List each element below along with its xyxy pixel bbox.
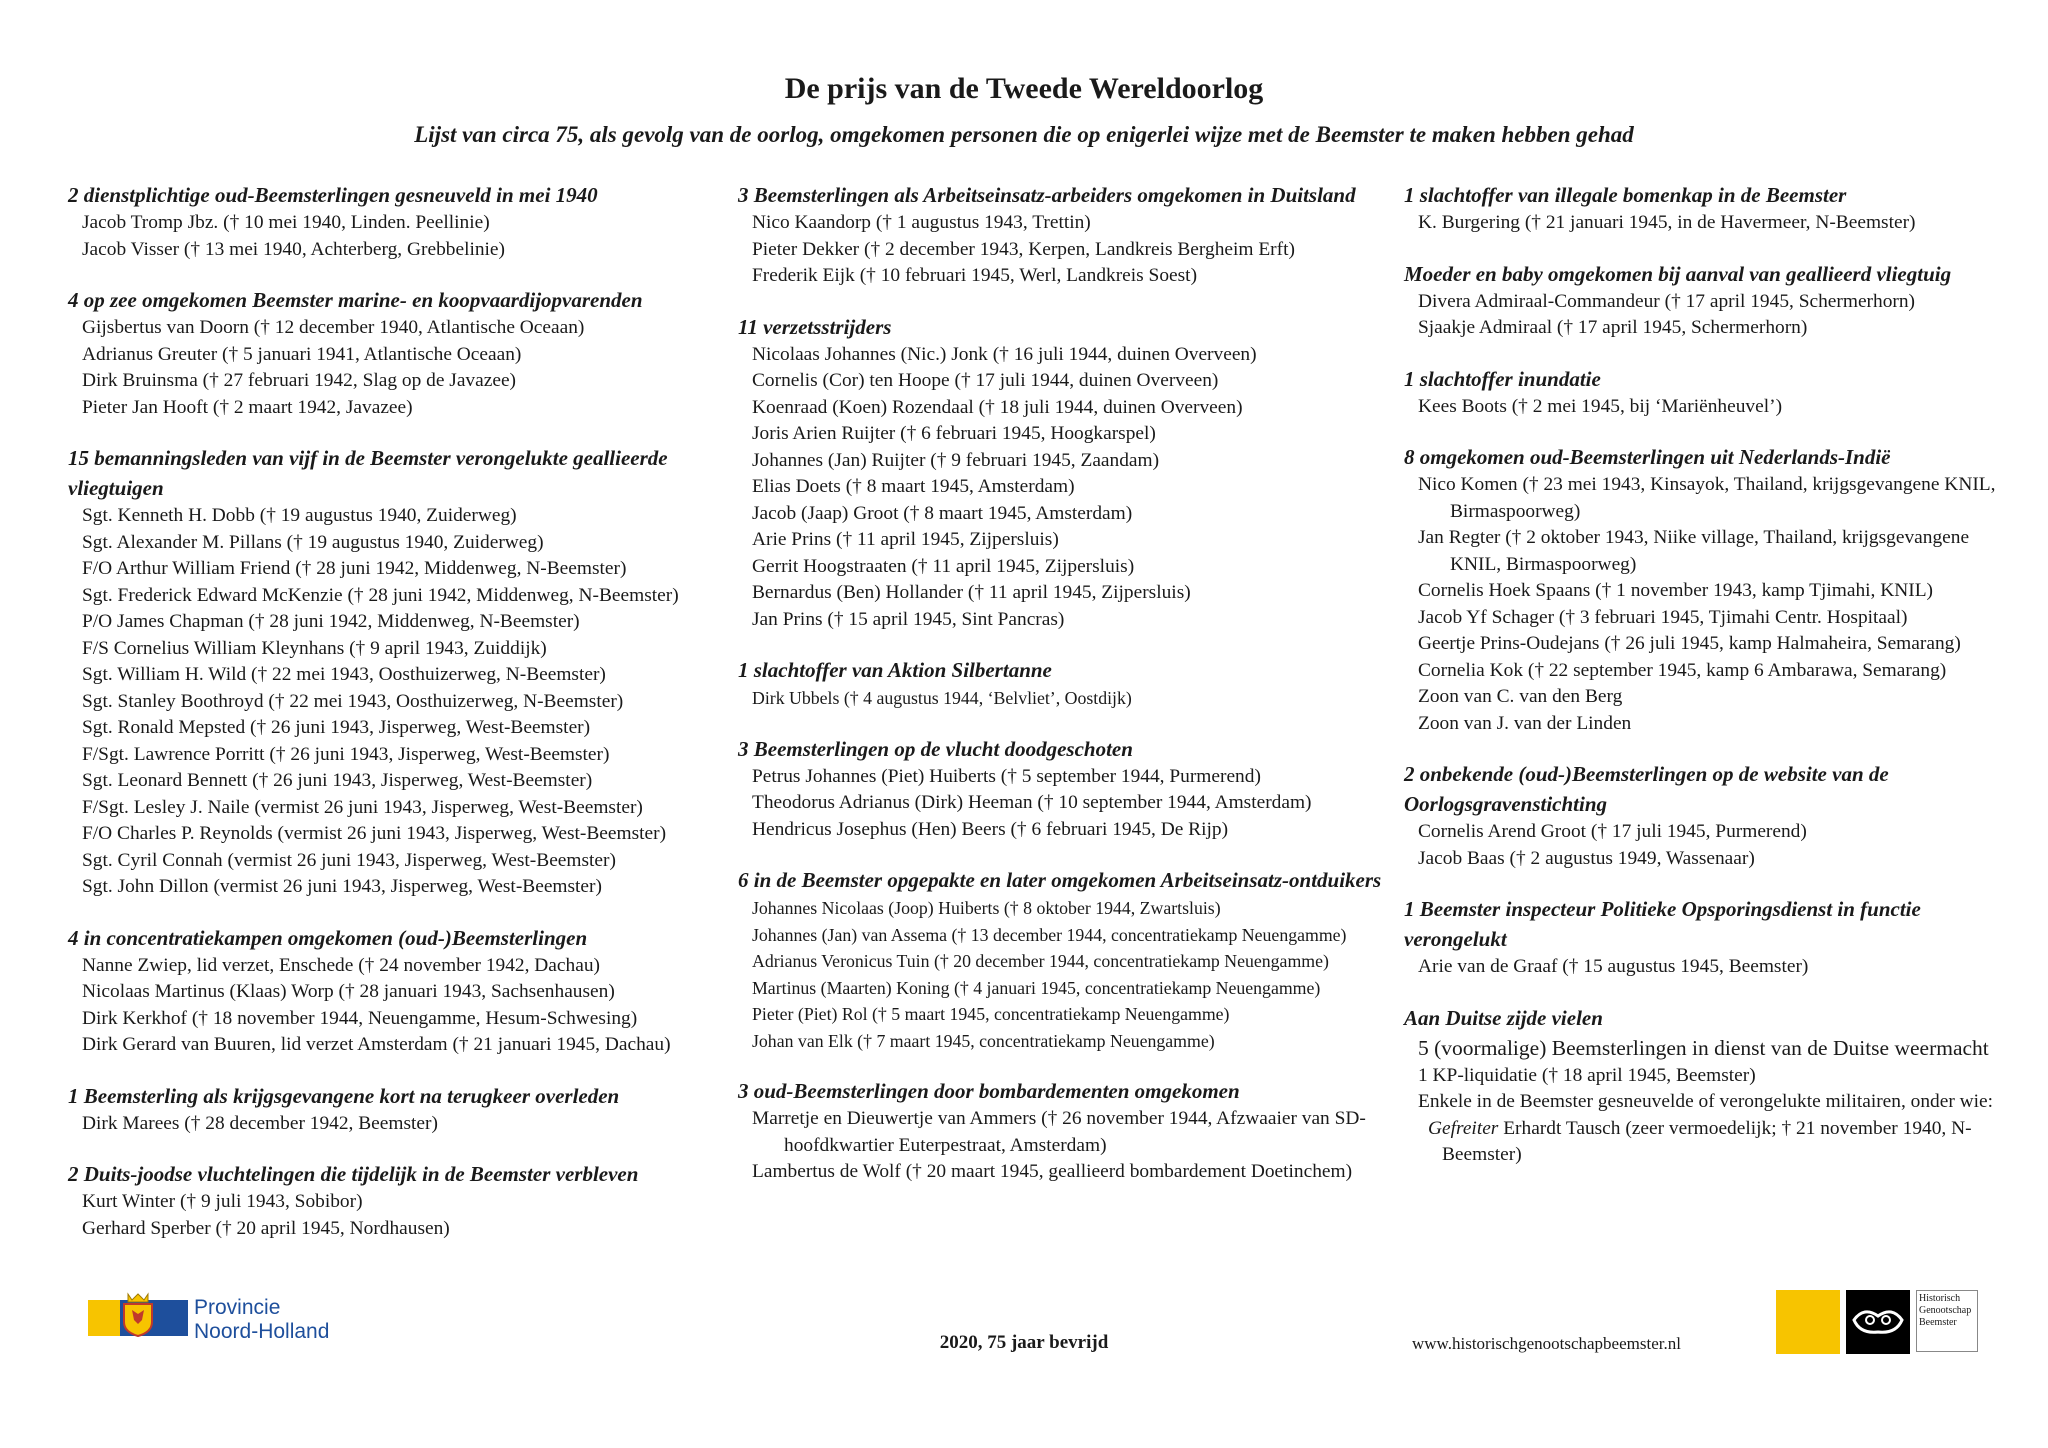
- list-item: Pieter Jan Hooft († 2 maart 1942, Javazee): [82, 396, 413, 418]
- list-item: K. Burgering († 21 januari 1945, in de Havermeer, N-Beemster): [1418, 212, 1916, 233]
- name-list: [68, 503, 728, 901]
- province-line-2: Noord-Holland: [194, 1320, 330, 1343]
- list-item: Dirk Bruinsma († 27 februari 1942, Slag op de Javazee): [82, 370, 517, 391]
- list-item: Dirk Kerkhof († 18 november 1944, Neuengamme, Hesum-Schwesing): [82, 1007, 638, 1029]
- name-list: [1404, 819, 2024, 872]
- section: [1404, 759, 2024, 872]
- person-text: Erhardt Tausch (zeer vermoedelijk; † 21 november 1940, N-Beemster): [1442, 1117, 1972, 1165]
- list-item: Jacob (Jaap) Groot († 8 maart 1945, Amsterdam): [752, 502, 1133, 524]
- list-item: Nico Kaandorp († 1 augustus 1943, Trettin): [752, 212, 1091, 233]
- list-item: Martinus (Maarten) Koning († 4 januari 1945, concentratiekamp Neuengamme): [752, 977, 1321, 998]
- list-item: Jan Prins († 15 april 1945, Sint Pancras): [752, 608, 1065, 630]
- name-list: [738, 895, 1398, 1054]
- list-item: F/S Cornelius William Kleynhans († 9 april 1943, Zuiddijk): [82, 637, 547, 659]
- name-list: [738, 342, 1398, 634]
- column-right: [1404, 180, 2024, 1191]
- list-item: Sgt. Leonard Bennett († 26 juni 1943, Jisperweg, West-Beemster): [82, 770, 593, 791]
- list-item: Sgt. Alexander M. Pillans († 19 augustus 1940, Zuiderweg): [82, 531, 544, 553]
- name-list: [68, 953, 728, 1059]
- list-item: Gijsbertus van Doorn († 12 december 1940, Atlantische Oceaan): [82, 317, 585, 338]
- section: [68, 285, 728, 421]
- section: [738, 734, 1398, 844]
- hg-name: [1916, 1290, 1978, 1352]
- section-heading: 6 in de Beemster opgepakte en later omgekomen Arbeitseinsatz-ontduikers: [738, 868, 1382, 892]
- section-heading: 3 Beemsterlingen als Arbeitseinsatz-arbeiders omgekomen in Duitsland: [738, 183, 1356, 207]
- section-heading: 4 op zee omgekomen Beemster marine- en koopvaardijopvarenden: [68, 288, 643, 312]
- name-list: [1404, 954, 2024, 981]
- list-item: Sjaakje Admiraal († 17 april 1945, Schermerhorn): [1418, 317, 1808, 338]
- list-item: Sgt. Cyril Connah (vermist 26 juni 1943, Jisperweg, West-Beemster): [82, 849, 616, 871]
- name-list: [1404, 472, 2024, 737]
- list-item: Lambertus de Wolf († 20 maart 1945, geallieerd bombardement Doetinchem): [752, 1161, 1353, 1182]
- section: [1404, 894, 2024, 981]
- list-item: Nicolaas Martinus (Klaas) Worp († 28 januari 1943, Sachsenhausen): [82, 981, 615, 1002]
- section: [1404, 180, 2024, 237]
- hg-emblem: [1846, 1290, 1910, 1354]
- section-heading: Aan Duitse zijde vielen: [1404, 1005, 1603, 1030]
- list-item: F/O Arthur William Friend († 28 juni 1942, Middenweg, N-Beemster): [82, 558, 627, 579]
- section-heading: 1 slachtoffer inundatie: [1404, 366, 1601, 391]
- name-list: [68, 1111, 728, 1138]
- list-item: Adrianus Greuter († 5 januari 1941, Atlantische Oceaan): [82, 343, 522, 365]
- column-left: [68, 180, 728, 1264]
- list-item: Bernardus (Ben) Hollander († 11 april 1945, Zijpersluis): [752, 582, 1191, 603]
- section: [738, 312, 1398, 634]
- hg-yellow-block: [1776, 1290, 1840, 1354]
- section-heading: 15 bemanningsleden van vijf in de Beemster verongelukte geallieerde vliegtuigen: [68, 446, 668, 500]
- list-item: F/Sgt. Lesley J. Naile (vermist 26 juni 1943, Jisperweg, West-Beemster): [82, 796, 643, 818]
- list-item: Johan van Elk († 7 maart 1945, concentratiekamp Neuengamme): [752, 1030, 1215, 1051]
- column-middle: [738, 180, 1398, 1208]
- name-list: [68, 1189, 728, 1242]
- list-item: Geertje Prins-Oudejans († 26 juli 1945, kamp Halmaheira, Semarang): [1418, 633, 1961, 654]
- list-item: Elias Doets († 8 maart 1945, Amsterdam): [752, 476, 1075, 497]
- list-item: Cornelis Hoek Spaans († 1 november 1943, kamp Tjimahi, KNIL): [1418, 580, 1934, 601]
- list-item: Johannes (Jan) Ruijter († 9 februari 1945, Zaandam): [752, 449, 1160, 471]
- list-item: Jan Regter († 2 oktober 1943, Niike village, Thailand, krijgsgevangene KNIL, Birmaspoorweg): [1418, 527, 1970, 575]
- list-item: Zoon van C. van den Berg: [1418, 686, 1623, 707]
- section-heading: 2 Duits-joodse vluchtelingen die tijdelijk in de Beemster verbleven: [68, 1162, 639, 1186]
- list-item: Koenraad (Koen) Rozendaal († 18 juli 1944, duinen Overveen): [752, 396, 1243, 418]
- name-list: [738, 1106, 1398, 1186]
- section-heading: Moeder en baby omgekomen bij aanval van geallieerd vliegtuig: [1404, 261, 1952, 286]
- name-list: [68, 210, 728, 263]
- name-list: [738, 685, 1398, 712]
- section: [738, 655, 1398, 712]
- list-item: Petrus Johannes (Piet) Huiberts († 5 september 1944, Purmerend): [752, 765, 1261, 787]
- list-item: Marretje en Dieuwertje van Ammers († 26 november 1944, Afzwaaier van SD-hoofdkwartier Euterpestraat, Amsterdam): [752, 1108, 1366, 1156]
- list-item: Theodorus Adrianus (Dirk) Heeman († 10 september 1944, Amsterdam): [752, 792, 1312, 813]
- list-item: Sgt. Frederick Edward McKenzie († 28 juni 1942, Middenweg, N-Beemster): [82, 584, 679, 606]
- section-heading: 11 verzetsstrijders: [738, 314, 892, 339]
- list-item: Nico Komen († 23 mei 1943, Kinsayok, Thailand, krijgsgevangene KNIL, Birmaspoorweg): [1418, 474, 1996, 522]
- section: [1404, 364, 2024, 421]
- section-heading: 2 onbekende (oud-)Beemsterlingen op de website van de Oorlogsgravenstichting: [1404, 762, 1889, 816]
- name-list: [1404, 394, 2024, 421]
- footer-year: 2020, 75 jaar bevrijd: [939, 1332, 1109, 1353]
- list-item: Cornelis (Cor) ten Hoope († 17 juli 1944, duinen Overveen): [752, 370, 1219, 391]
- footer-website[interactable]: www.historischgenootschapbeemster.nl: [1412, 1334, 1681, 1353]
- section-heading: 3 Beemsterlingen op de vlucht doodgeschoten: [738, 736, 1133, 761]
- name-list: [738, 764, 1398, 844]
- list-item: Divera Admiraal-Commandeur († 17 april 1945, Schermerhorn): [1418, 290, 1916, 312]
- list-item: F/Sgt. Lawrence Porritt († 26 juni 1943, Jisperweg, West-Beemster): [82, 743, 610, 765]
- list-item: Jacob Baas († 2 augustus 1949, Wassenaar): [1418, 847, 1755, 869]
- name-list: [738, 210, 1398, 290]
- list-item: Sgt. Kenneth H. Dobb († 19 augustus 1940, Zuiderweg): [82, 505, 517, 526]
- list-item: Jacob Tromp Jbz. († 10 mei 1940, Linden. Peellinie): [82, 212, 490, 233]
- list-item: Sgt. John Dillon (vermist 26 juni 1943, Jisperweg, West-Beemster): [82, 876, 602, 897]
- list-item: Enkele in de Beemster gesneuvelde of verongelukte militairen, onder wie:: [1418, 1091, 1994, 1112]
- name-list: [1404, 1033, 2024, 1169]
- hg-line-1: Historisch: [1919, 1293, 1961, 1304]
- list-item: Sgt. Stanley Boothroyd († 22 mei 1943, Oosthuizerweg, N-Beemster): [82, 690, 624, 712]
- hg-emblem-icon: [1846, 1290, 1910, 1354]
- list-item: Cornelis Arend Groot († 17 juli 1945, Purmerend): [1418, 821, 1807, 842]
- list-item: Jacob Visser († 13 mei 1940, Achterberg, Grebbelinie): [82, 238, 505, 260]
- section-heading: 3 oud-Beemsterlingen door bombardementen omgekomen: [738, 1079, 1240, 1103]
- list-item: Gerrit Hoogstraaten († 11 april 1945, Zijpersluis): [752, 555, 1135, 577]
- list-item: Zoon van J. van der Linden: [1418, 712, 1632, 734]
- list-item: Arie van de Graaf († 15 augustus 1945, Beemster): [1418, 956, 1809, 977]
- list-item: Joris Arien Ruijter († 6 februari 1945, Hoogkarspel): [752, 423, 1156, 444]
- list-item: Gerhard Sperber († 20 april 1945, Nordhausen): [82, 1217, 450, 1239]
- section-heading: 1 slachtoffer van illegale bomenkap in de Beemster: [1404, 183, 1847, 207]
- list-item: 5 (voormalige) Beemsterlingen in dienst van de Duitse weermacht: [1418, 1035, 1989, 1060]
- list-item: Dirk Gerard van Buuren, lid verzet Amsterdam († 21 januari 1945, Dachau): [82, 1034, 671, 1055]
- section: [68, 443, 728, 901]
- section: [1404, 442, 2024, 737]
- list-item: Sgt. Ronald Mepsted († 26 juni 1943, Jisperweg, West-Beemster): [82, 717, 591, 738]
- section-heading: 1 Beemsterling als krijgsgevangene kort na terugkeer overleden: [68, 1083, 620, 1108]
- hg-line-3: Beemster: [1919, 1317, 1957, 1328]
- historisch-genootschap-logo: [1776, 1290, 1980, 1354]
- list-item: [1428, 1116, 2024, 1169]
- section-heading: 1 slachtoffer van Aktion Silbertanne: [738, 658, 1052, 682]
- province-line-1: Provincie: [194, 1296, 281, 1319]
- section: [738, 865, 1398, 1054]
- section-german-side: [1404, 1003, 2024, 1169]
- list-item: Nicolaas Johannes (Nic.) Jonk († 16 juli 1944, duinen Overveen): [752, 343, 1257, 365]
- section: [68, 1081, 728, 1138]
- section: [68, 923, 728, 1059]
- list-item: 1 KP-liquidatie († 18 april 1945, Beemster): [1418, 1064, 1756, 1086]
- name-list: [1404, 210, 2024, 237]
- hg-line-2: Genootschap: [1919, 1305, 1972, 1316]
- section-heading: 8 omgekomen oud-Beemsterlingen uit Nederlands-Indië: [1404, 445, 1891, 469]
- section: [68, 180, 728, 263]
- list-item: Dirk Ubbels († 4 augustus 1944, ‘Belvliet’, Oostdijk): [752, 688, 1132, 708]
- list-item: Nanne Zwiep, lid verzet, Enschede († 24 november 1942, Dachau): [82, 954, 600, 976]
- page-header: [0, 72, 2048, 148]
- page-title: De prijs van de Tweede Wereldoorlog: [784, 72, 1264, 105]
- list-item: Johannes (Jan) van Assema († 13 december 1944, concentratiekamp Neuengamme): [752, 924, 1347, 945]
- name-list: [1404, 289, 2024, 342]
- list-item: F/O Charles P. Reynolds (vermist 26 juni 1943, Jisperweg, West-Beemster): [82, 823, 667, 844]
- list-item: Jacob Yf Schager († 3 februari 1945, Tjimahi Centr. Hospitaal): [1418, 606, 1908, 628]
- section-heading: 1 Beemster inspecteur Politieke Opsporingsdienst in functie verongelukt: [1404, 897, 1921, 951]
- section: [738, 180, 1398, 290]
- section: [1404, 259, 2024, 342]
- rank-label: Gefreiter: [1428, 1117, 1499, 1139]
- section: [68, 1159, 728, 1242]
- name-list: [68, 315, 728, 421]
- section-heading: 2 dienstplichtige oud-Beemsterlingen gesneuveld in mei 1940: [68, 183, 598, 207]
- list-item: Cornelia Kok († 22 september 1945, kamp 6 Ambarawa, Semarang): [1418, 659, 1947, 681]
- section-heading: 4 in concentratiekampen omgekomen (oud-)Beemsterlingen: [68, 925, 588, 950]
- list-item: Sgt. William H. Wild († 22 mei 1943, Oosthuizerweg, N-Beemster): [82, 664, 606, 685]
- list-item: Pieter Dekker († 2 december 1943, Kerpen, Landkreis Bergheim Erft): [752, 238, 1295, 260]
- list-item: Hendricus Josephus (Hen) Beers († 6 februari 1945, De Rijp): [752, 818, 1229, 840]
- list-item: Pieter (Piet) Rol († 5 maart 1945, concentratiekamp Neuengamme): [752, 1004, 1230, 1024]
- list-item: Arie Prins († 11 april 1945, Zijpersluis): [752, 529, 1059, 550]
- section: [738, 1076, 1398, 1186]
- list-item: Johannes Nicolaas (Joop) Huiberts († 8 oktober 1944, Zwartsluis): [752, 898, 1221, 918]
- page-subtitle: Lijst van circa 75, als gevolg van de oorlog, omgekomen personen die op enigerlei wijze met de Beemster te maken hebben gehad: [414, 122, 1634, 147]
- list-item: Kurt Winter († 9 juli 1943, Sobibor): [82, 1191, 363, 1212]
- list-item: Kees Boots († 2 mei 1945, bij ‘Mariënheuvel’): [1418, 395, 1783, 417]
- list-item: P/O James Chapman († 28 juni 1942, Middenweg, N-Beemster): [82, 611, 580, 632]
- list-item: Adrianus Veronicus Tuin († 20 december 1944, concentratiekamp Neuengamme): [752, 951, 1329, 971]
- list-item: Frederik Eijk († 10 februari 1945, Werl, Landkreis Soest): [752, 265, 1198, 286]
- list-item: Dirk Marees († 28 december 1942, Beemster): [82, 1112, 438, 1134]
